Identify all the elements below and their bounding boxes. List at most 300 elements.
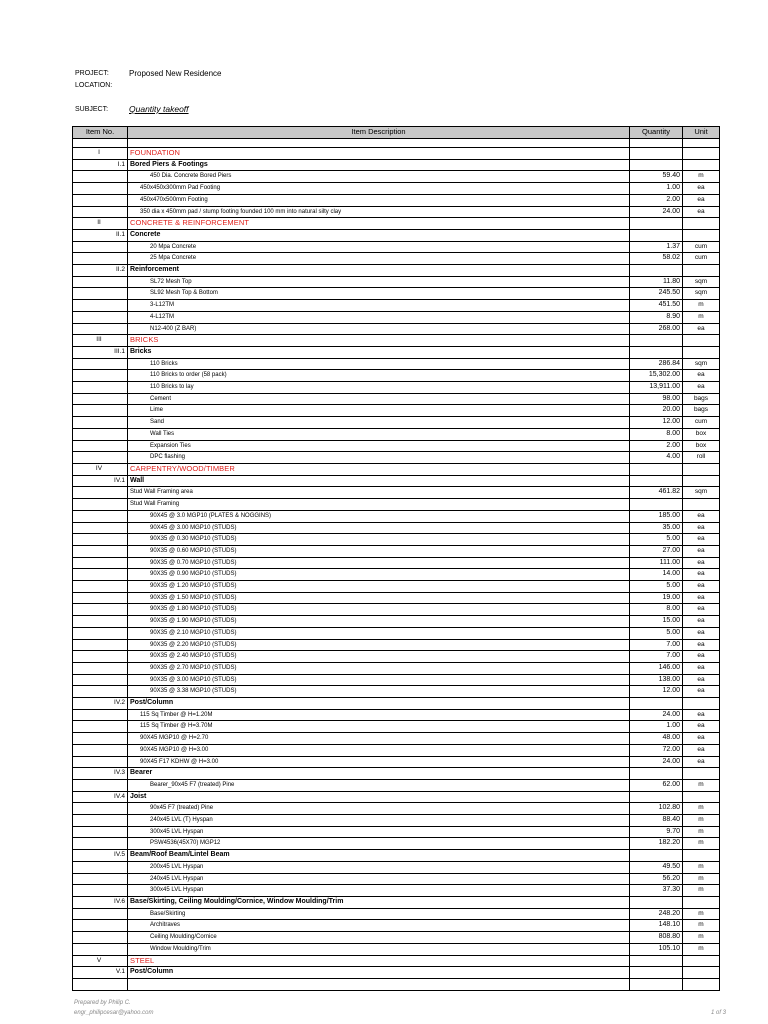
table-row: [73, 744, 720, 756]
quantity-cell: 24.00: [630, 709, 683, 721]
quantity-cell: [630, 978, 683, 990]
item-description-cell: [128, 604, 630, 616]
item-description-text: 90X35 @ 2.40 MGP10 (STUDS): [150, 653, 237, 660]
quantity-cell: [630, 265, 683, 277]
quantity-cell: 185.00: [630, 510, 683, 522]
unit-cell: [683, 148, 720, 160]
item-description-cell: [128, 885, 630, 897]
item-description-cell: [128, 393, 630, 405]
item-number-cell: III: [73, 335, 128, 347]
table-header-row: [73, 127, 720, 139]
item-description-cell: [128, 978, 630, 990]
item-number-cell: [73, 592, 128, 604]
table-row: [73, 803, 720, 815]
item-description-text: Post/Column: [130, 699, 174, 707]
item-number-cell: [73, 756, 128, 768]
quantity-cell: [630, 159, 683, 171]
quantity-cell: 8.00: [630, 428, 683, 440]
quantity-cell: 451.50: [630, 300, 683, 312]
item-description-cell: [128, 139, 630, 148]
item-number-cell: [73, 323, 128, 335]
unit-cell: sqm: [683, 276, 720, 288]
quantity-cell: 8.90: [630, 311, 683, 323]
item-number-cell: [73, 358, 128, 370]
unit-cell: ea: [683, 534, 720, 546]
unit-cell: [683, 463, 720, 475]
item-description-cell: [128, 276, 630, 288]
quantity-cell: 49.50: [630, 861, 683, 873]
item-description-text: 90X45 F17 KDHW @ H=3.00: [140, 758, 219, 765]
item-number-cell: IV.1: [73, 475, 128, 487]
item-number-cell: [73, 978, 128, 990]
item-description-text: 90X35 @ 1.50 MGP10 (STUDS): [150, 594, 237, 601]
subcategory-row: [73, 229, 720, 241]
unit-cell: ea: [683, 545, 720, 557]
item-number-cell: II: [73, 218, 128, 230]
item-description-cell: [128, 768, 630, 780]
item-number-cell: [73, 581, 128, 593]
item-description-cell: [128, 803, 630, 815]
subject-value: Quantity takeoff: [129, 104, 189, 114]
item-description-text: BRICKS: [130, 335, 159, 345]
item-description-cell: [128, 510, 630, 522]
quantity-cell: 88.40: [630, 815, 683, 827]
item-description-text: 90X35 @ 0.30 MGP10 (STUDS): [150, 536, 237, 543]
quantity-cell: 1.37: [630, 241, 683, 253]
quantity-cell: 245.50: [630, 288, 683, 300]
item-description-text: 90X35 @ 0.90 MGP10 (STUDS): [150, 571, 237, 578]
item-description-text: 90X45 @ 3.0 MGP10 (PLATES & NOGGINS): [150, 512, 272, 519]
item-number-cell: [73, 920, 128, 932]
unit-cell: ea: [683, 382, 720, 394]
table-row: [73, 428, 720, 440]
unit-cell: ea: [683, 627, 720, 639]
subcategory-row: [73, 265, 720, 277]
item-number-cell: [73, 639, 128, 651]
quantity-cell: [630, 791, 683, 803]
item-description-cell: [128, 861, 630, 873]
item-number-cell: [73, 779, 128, 791]
table-row: [73, 452, 720, 464]
item-description-text: Bearer: [130, 769, 153, 777]
table-row: [73, 838, 720, 850]
table-row: [73, 885, 720, 897]
item-description-cell: [128, 475, 630, 487]
item-description-cell: [128, 955, 630, 967]
table-row: [73, 616, 720, 628]
category-row: [73, 955, 720, 967]
item-description-cell: [128, 183, 630, 195]
unit-cell: m: [683, 885, 720, 897]
item-number-cell: [73, 721, 128, 733]
table-row: [73, 206, 720, 218]
unit-cell: sqm: [683, 487, 720, 499]
unit-cell: m: [683, 779, 720, 791]
item-description-text: 90X45 @ 3.00 MGP10 (STUDS): [150, 524, 237, 531]
item-description-text: Bearer_90x45 F7 (treated) Pine: [150, 781, 235, 788]
quantity-cell: [630, 897, 683, 909]
item-description-cell: [128, 791, 630, 803]
quantity-cell: 7.00: [630, 639, 683, 651]
item-description-cell: [128, 779, 630, 791]
table-row: [73, 440, 720, 452]
unit-cell: [683, 346, 720, 358]
item-description-text: Lime: [150, 407, 164, 414]
unit-cell: m: [683, 838, 720, 850]
project-value: Proposed New Residence: [129, 69, 222, 78]
item-description-cell: [128, 545, 630, 557]
item-description-text: 450 Dia. Concrete Bored Piers: [150, 173, 232, 180]
quantity-cell: [630, 139, 683, 148]
item-description-cell: [128, 592, 630, 604]
unit-cell: bags: [683, 405, 720, 417]
item-number-cell: [73, 241, 128, 253]
item-description-text: Expansion Ties: [150, 442, 191, 449]
item-description-text: 90X35 @ 2.20 MGP10 (STUDS): [150, 641, 237, 648]
item-description-text: CONCRETE & REINFORCEMENT: [130, 218, 250, 228]
table-row: [73, 522, 720, 534]
unit-cell: ea: [683, 709, 720, 721]
unit-cell: ea: [683, 733, 720, 745]
item-description-cell: [128, 218, 630, 230]
item-number-cell: III.1: [73, 346, 128, 358]
unit-cell: [683, 265, 720, 277]
item-description-text: Wall: [130, 476, 145, 484]
item-number-cell: [73, 370, 128, 382]
item-number-cell: II.1: [73, 229, 128, 241]
item-number-cell: [73, 194, 128, 206]
table-row: [73, 826, 720, 838]
quantity-cell: 62.00: [630, 779, 683, 791]
item-description-text: 90X35 @ 2.70 MGP10 (STUDS): [150, 664, 237, 671]
item-description-text: 90X45 MGP10 @ H=2.70: [140, 735, 209, 742]
table-row: [73, 779, 720, 791]
item-description-text: 20 Mpa Concrete: [150, 243, 197, 250]
item-number-cell: [73, 709, 128, 721]
unit-cell: ea: [683, 206, 720, 218]
item-description-cell: [128, 721, 630, 733]
item-description-cell: [128, 709, 630, 721]
col-header-description: Item Description: [128, 127, 630, 139]
item-description-cell: [128, 897, 630, 909]
quantity-cell: 138.00: [630, 674, 683, 686]
item-description-text: 110 Bricks: [150, 360, 178, 367]
item-description-text: 90X35 @ 2.10 MGP10 (STUDS): [150, 629, 237, 636]
item-description-cell: [128, 171, 630, 183]
item-number-cell: [73, 838, 128, 850]
item-description-cell: [128, 581, 630, 593]
footer-page-number: 1 of 3: [711, 1010, 727, 1016]
quantity-cell: 5.00: [630, 534, 683, 546]
table-row: [73, 920, 720, 932]
quantity-cell: 1.00: [630, 721, 683, 733]
item-description-text: Base/Skirting, Ceiling Moulding/Cornice, Window Moulding/Trim: [130, 898, 344, 905]
item-description-text: Post/Column: [130, 968, 174, 976]
item-description-cell: [128, 288, 630, 300]
quantity-cell: 59.40: [630, 171, 683, 183]
item-number-cell: I: [73, 148, 128, 160]
item-description-text: 90X35 @ 3.00 MGP10 (STUDS): [150, 676, 237, 683]
unit-cell: [683, 791, 720, 803]
quantity-cell: 12.00: [630, 417, 683, 429]
item-description-text: 350 dia x 450mm pad / stump footing founded 100 mm into natural silty clay: [140, 208, 342, 215]
item-description-cell: [128, 616, 630, 628]
category-row: [73, 463, 720, 475]
unit-cell: ea: [683, 756, 720, 768]
table-row: [73, 323, 720, 335]
item-description-cell: [128, 651, 630, 663]
item-description-text: Reinforcement: [130, 266, 180, 274]
table-row: [73, 943, 720, 955]
item-number-cell: [73, 873, 128, 885]
item-number-cell: [73, 405, 128, 417]
item-description-cell: [128, 417, 630, 429]
item-description-text: Cement: [150, 395, 172, 402]
item-number-cell: [73, 815, 128, 827]
unit-cell: ea: [683, 744, 720, 756]
item-number-cell: [73, 908, 128, 920]
quantity-cell: 8.00: [630, 604, 683, 616]
item-number-cell: [73, 206, 128, 218]
item-number-cell: [73, 604, 128, 616]
col-header-unit: Unit: [683, 127, 720, 139]
unit-cell: m: [683, 920, 720, 932]
quantity-cell: 9.70: [630, 826, 683, 838]
item-description-cell: [128, 756, 630, 768]
item-description-text: 450x470x500mm Footing: [140, 196, 208, 203]
unit-cell: [683, 955, 720, 967]
item-description-text: 90X35 @ 1.90 MGP10 (STUDS): [150, 618, 237, 625]
unit-cell: m: [683, 908, 720, 920]
item-description-cell: [128, 932, 630, 944]
item-number-cell: [73, 545, 128, 557]
quantity-cell: 13,911.00: [630, 382, 683, 394]
item-number-cell: [73, 943, 128, 955]
item-description-text: 90X35 @ 1.80 MGP10 (STUDS): [150, 606, 237, 613]
item-description-cell: [128, 148, 630, 160]
item-number-cell: [73, 183, 128, 195]
subcategory-row: [73, 159, 720, 171]
item-number-cell: [73, 487, 128, 499]
quantity-cell: 105.10: [630, 943, 683, 955]
table-row: [73, 662, 720, 674]
quantity-cell: [630, 463, 683, 475]
item-description-text: SL92 Mesh Top & Bottom: [150, 290, 218, 297]
subcategory-row: [73, 768, 720, 780]
unit-cell: [683, 897, 720, 909]
unit-cell: ea: [683, 604, 720, 616]
unit-cell: ea: [683, 522, 720, 534]
item-description-cell: [128, 674, 630, 686]
table-row: [73, 300, 720, 312]
item-description-cell: [128, 311, 630, 323]
table-row: [73, 709, 720, 721]
item-description-cell: [128, 440, 630, 452]
table-body: [73, 139, 720, 991]
unit-cell: ea: [683, 721, 720, 733]
item-number-cell: [73, 885, 128, 897]
item-description-cell: [128, 569, 630, 581]
item-description-cell: [128, 405, 630, 417]
table-row: [73, 534, 720, 546]
item-description-cell: [128, 698, 630, 710]
item-description-text: Beam/Roof Beam/Lintel Beam: [130, 851, 230, 859]
item-description-text: Wall Ties: [150, 430, 175, 437]
table-row: [73, 499, 720, 511]
quantity-cell: [630, 346, 683, 358]
item-description-text: 90X35 @ 1.20 MGP10 (STUDS): [150, 583, 237, 590]
quantity-cell: 268.00: [630, 323, 683, 335]
item-description-text: 115 Sq Timber @ H=1.20M: [140, 711, 213, 718]
item-number-cell: IV.6: [73, 897, 128, 909]
table-row: [73, 253, 720, 265]
item-number-cell: [73, 440, 128, 452]
item-description-cell: [128, 370, 630, 382]
quantity-cell: [630, 335, 683, 347]
subcategory-row: [73, 967, 720, 979]
item-number-cell: [73, 826, 128, 838]
table-row: [73, 241, 720, 253]
table-row: [73, 756, 720, 768]
table-row: [73, 510, 720, 522]
item-description-cell: [128, 382, 630, 394]
quantity-cell: 72.00: [630, 744, 683, 756]
unit-cell: [683, 335, 720, 347]
item-number-cell: [73, 253, 128, 265]
quantity-cell: 20.00: [630, 405, 683, 417]
item-number-cell: [73, 522, 128, 534]
item-number-cell: [73, 674, 128, 686]
unit-cell: cum: [683, 417, 720, 429]
quantity-cell: 2.00: [630, 194, 683, 206]
footer-prepared-by: Prepared by Philip C.: [74, 1000, 131, 1006]
table-row: [73, 932, 720, 944]
item-number-cell: [73, 569, 128, 581]
item-description-text: DPC flashing: [150, 454, 186, 461]
item-description-cell: [128, 686, 630, 698]
unit-cell: [683, 768, 720, 780]
item-description-text: SL72 Mesh Top: [150, 278, 192, 285]
item-description-cell: [128, 194, 630, 206]
unit-cell: ea: [683, 557, 720, 569]
unit-cell: ea: [683, 616, 720, 628]
item-description-cell: [128, 463, 630, 475]
unit-cell: m: [683, 826, 720, 838]
item-description-cell: [128, 253, 630, 265]
item-description-cell: [128, 428, 630, 440]
unit-cell: m: [683, 861, 720, 873]
item-description-text: Ceiling Moulding/Cornice: [150, 934, 217, 941]
item-description-text: 110 Bricks to order (58 pack): [150, 372, 227, 379]
item-description-text: 4-L12TM: [150, 313, 175, 320]
quantity-cell: 1.00: [630, 183, 683, 195]
unit-cell: bags: [683, 393, 720, 405]
quantity-cell: [630, 698, 683, 710]
table-row: [73, 171, 720, 183]
item-description-cell: [128, 300, 630, 312]
item-number-cell: [73, 686, 128, 698]
item-description-text: 300x45 LVL Hyspan: [150, 887, 204, 894]
table-row: [73, 873, 720, 885]
quantity-cell: 5.00: [630, 581, 683, 593]
unit-cell: m: [683, 943, 720, 955]
item-description-text: Bricks: [130, 347, 152, 355]
item-number-cell: [73, 861, 128, 873]
unit-cell: m: [683, 932, 720, 944]
item-description-text: Concrete: [130, 230, 161, 238]
item-number-cell: [73, 932, 128, 944]
unit-cell: m: [683, 300, 720, 312]
quantity-takeoff-table: [72, 126, 720, 991]
location-label: LOCATION:: [75, 82, 113, 89]
item-description-text: 90x45 F7 (treated) Pine: [150, 805, 214, 812]
quantity-cell: 248.20: [630, 908, 683, 920]
item-description-text: PSW4536(45X70) MGP12: [150, 840, 221, 847]
table-row: [73, 417, 720, 429]
quantity-cell: 7.00: [630, 651, 683, 663]
item-description-cell: [128, 206, 630, 218]
unit-cell: ea: [683, 194, 720, 206]
table-row: [73, 908, 720, 920]
item-number-cell: [73, 393, 128, 405]
quantity-cell: 111.00: [630, 557, 683, 569]
quantity-cell: 24.00: [630, 756, 683, 768]
unit-cell: [683, 159, 720, 171]
item-number-cell: IV: [73, 463, 128, 475]
quantity-cell: 24.00: [630, 206, 683, 218]
item-description-cell: [128, 265, 630, 277]
quantity-cell: [630, 955, 683, 967]
item-number-cell: [73, 557, 128, 569]
spacer-row: [73, 139, 720, 148]
quantity-cell: 146.00: [630, 662, 683, 674]
item-description-cell: [128, 838, 630, 850]
item-description-text: N12-400 (Z BAR): [150, 325, 197, 332]
item-description-cell: [128, 943, 630, 955]
subcategory-row: [73, 897, 720, 909]
quantity-cell: 15,302.00: [630, 370, 683, 382]
unit-cell: ea: [683, 510, 720, 522]
unit-cell: [683, 499, 720, 511]
quantity-cell: [630, 850, 683, 862]
quantity-cell: 12.00: [630, 686, 683, 698]
quantity-cell: 58.02: [630, 253, 683, 265]
item-number-cell: [73, 744, 128, 756]
quantity-cell: 98.00: [630, 393, 683, 405]
quantity-cell: 35.00: [630, 522, 683, 534]
item-description-cell: [128, 662, 630, 674]
unit-cell: [683, 698, 720, 710]
item-number-cell: IV.2: [73, 698, 128, 710]
quantity-cell: 11.80: [630, 276, 683, 288]
item-number-cell: [73, 616, 128, 628]
unit-cell: m: [683, 803, 720, 815]
item-description-cell: [128, 323, 630, 335]
quantity-cell: 808.80: [630, 932, 683, 944]
quantity-cell: 5.00: [630, 627, 683, 639]
item-description-cell: [128, 487, 630, 499]
item-description-text: 300x45 LVL Hyspan: [150, 828, 204, 835]
unit-cell: m: [683, 873, 720, 885]
unit-cell: box: [683, 428, 720, 440]
item-number-cell: V: [73, 955, 128, 967]
quantity-cell: 461.82: [630, 487, 683, 499]
table-row: [73, 557, 720, 569]
subcategory-row: [73, 346, 720, 358]
col-header-item-no: Item No.: [73, 127, 128, 139]
item-description-cell: [128, 967, 630, 979]
table-row: [73, 311, 720, 323]
